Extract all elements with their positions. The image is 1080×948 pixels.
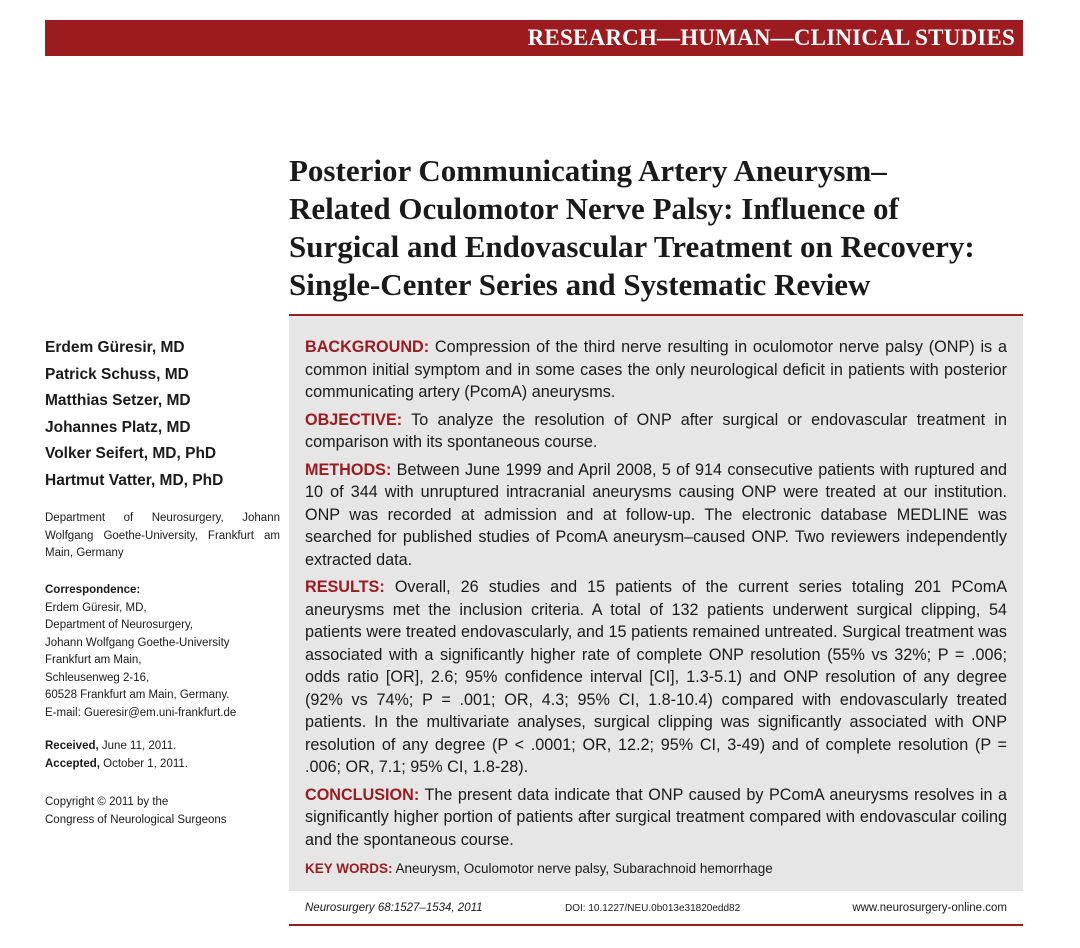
correspondence-line: Department of Neurosurgery,	[45, 619, 194, 631]
title-line: Single-Center Series and Systematic Review	[289, 267, 871, 302]
correspondence-line: Johann Wolfgang Goethe-University	[45, 636, 230, 649]
section-text: Aneurysm, Oculomotor nerve palsy, Subarachnoid hemorrhage	[392, 861, 773, 876]
correspondence-email[interactable]: E-mail: Gueresir@em.uni-frankfurt.de	[45, 706, 237, 719]
abstract-objective	[305, 409, 1007, 454]
abstract-methods	[305, 459, 1007, 572]
section-text: Compression of the third nerve resulting in oculomotor nerve palsy (ONP) is a common initial symptom and in some cases the only neurological deficit in patients with posterior communicating artery (PcomA) aneurysms.	[305, 338, 1007, 401]
author-list	[45, 335, 275, 494]
title-line: Related Oculomotor Nerve Palsy: Influence of	[289, 191, 899, 226]
abstract-results	[305, 576, 1007, 779]
section-heading: METHODS:	[305, 460, 392, 479]
author-name: Hartmut Vatter, MD, PhD	[45, 471, 224, 489]
correspondence-block	[45, 582, 280, 722]
section-heading: BACKGROUND:	[305, 338, 430, 356]
article-footer	[289, 896, 1023, 926]
copyright-line: Copyright © 2011 by the	[45, 796, 169, 808]
accepted-label: Accepted,	[45, 757, 100, 770]
article-title	[289, 152, 1049, 304]
section-text: The present data indicate that ONP caused by PComA aneurysms resolves in a significantly higher portion of patients after surgical treatment compared with endovascular coiling and the spontaneous course.	[305, 785, 1007, 849]
accepted-value: October 1, 2011.	[99, 757, 188, 770]
website-link[interactable]: www.neurosurgery-online.com	[852, 902, 1007, 914]
author-name: Erdem Güresir, MD	[45, 339, 185, 356]
copyright-line: Congress of Neurological Surgeons	[45, 813, 227, 826]
title-line: Posterior Communicating Artery Aneurysm–	[289, 153, 887, 188]
correspondence-label: Correspondence:	[45, 584, 141, 596]
correspondence-line: Frankfurt am Main,	[45, 654, 142, 666]
section-heading: OBJECTIVE:	[305, 410, 403, 429]
section-text: Overall, 26 studies and 15 patients of the current series totaling 201 PComA aneurysms met the inclusion criteria. A total of 132 patients underwent surgical clipping, 54 patients were treated endovascularly, and 15 patients remained untreated. Surgical treatment was associated with a significantly higher rate of complete ONP resolution (55% vs 32%; P = .006; odds ratio [OR], 2.6; 95% confidence interval [CI], 1.3-5.1) and ONP resolution of any degree (92% vs 74%; P = .001; OR, 4.3; 95% CI, 1.8-10.4) compared with endovascularly treated patients. In the multivariate analyses, surgical clipping was significantly associated with ONP resolution of any degree (P < .0001; OR, 12.2; 95% CI, 3-49) and of complete resolution (P = .006; OR, 7.1; 95% CI, 1.8-28).	[305, 578, 1007, 776]
received-value: June 11, 2011.	[98, 740, 177, 752]
author-name: Volker Seifert, MD, PhD	[45, 445, 217, 462]
section-heading: KEY WORDS:	[305, 861, 393, 876]
correspondence-line: 60528 Frankfurt am Main, Germany.	[45, 689, 230, 701]
abstract-keywords	[305, 859, 1007, 879]
section-text: Between June 1999 and April 2008, 5 of 914 consecutive patients with ruptured and 10 of 344 with unruptured intracranial aneurysms causing ONP were treated at our institution. ONP was recorded at admission and at follow-up. The electronic database MEDLINE was searched for published studies of PcomA aneurysm–caused ONP. Two reviewers independently extracted data.	[305, 460, 1007, 569]
abstract-background	[305, 336, 1007, 404]
author-name: Matthias Setzer, MD	[45, 392, 191, 409]
author-name: Johannes Platz, MD	[45, 418, 191, 436]
abstract-conclusion	[305, 784, 1007, 852]
accepted-date	[45, 756, 280, 774]
affiliation: Department of Neurosurgery, Johann Wolfgang Goethe-University, Frankfurt am Main, Germany	[45, 512, 280, 559]
article-dates	[45, 738, 280, 773]
copyright-notice	[45, 794, 280, 829]
received-date	[45, 738, 280, 756]
section-banner: RESEARCH—HUMAN—CLINICAL STUDIES	[45, 20, 1023, 56]
title-line: Surgical and Endovascular Treatment on Recovery:	[289, 229, 975, 264]
doi-link[interactable]: DOI: 10.1227/NEU.0b013e31820edd82	[565, 903, 741, 914]
section-text: To analyze the resolution of ONP after surgical or endovascular treatment in comparison with its spontaneous course.	[305, 410, 1007, 451]
section-heading: RESULTS:	[305, 578, 385, 596]
journal-citation: Neurosurgery 68:1527–1534, 2011	[305, 902, 483, 914]
received-label: Received,	[45, 740, 99, 752]
abstract-box	[289, 314, 1023, 891]
correspondence-line: Schleusenweg 2-16,	[45, 671, 150, 684]
author-name: Patrick Schuss, MD	[45, 365, 189, 383]
correspondence-line: Erdem Güresir, MD,	[45, 601, 147, 614]
section-heading: CONCLUSION:	[305, 785, 420, 804]
